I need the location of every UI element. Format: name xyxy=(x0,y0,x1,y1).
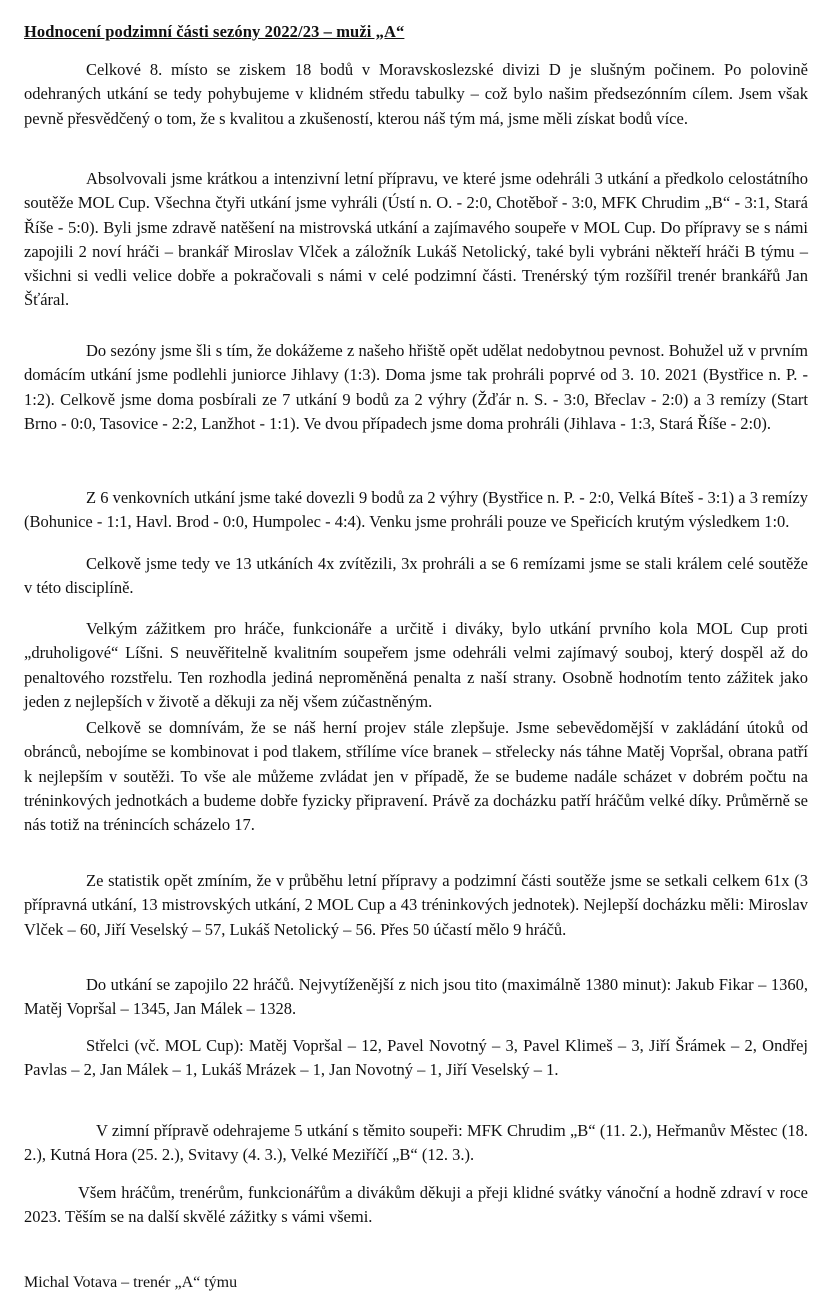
paragraph-season-total: Celkově jsme tedy ve 13 utkáních 4x zvítězili, 3x prohráli a se 6 remízami jsme se stali králem celé soutěže v této disciplíně. xyxy=(24,554,808,598)
paragraph-player-minutes: Do utkání se zapojilo 22 hráčů. Nejvytíženější z nich jsou tito (maximálně 1380 minut): Jakub Fikar – 1360, Matěj Vopršal – 1345, Jan Málek – 1328. xyxy=(24,975,808,1019)
paragraph-attendance-stats: Ze statistik opět zmíním, že v průběhu letní přípravy a podzimní části soutěže jsme se setkali celkem 61x (3 přípravná utkání, 13 mistrovských utkání, 2 MOL Cup a 43 tréninkových jednotek). Nejlepší docházku měli: Miroslav Vlček – 60, Jiří Veselský – 57, Lukáš Netolický – 56. Přes 50 účastí mělo 9 hráčů. xyxy=(24,871,808,939)
paragraph-scorers: Střelci (vč. MOL Cup): Matěj Vopršal – 12, Pavel Novotný – 3, Pavel Klimeš – 3, Jiří Šrámek – 2, Ondřej Pavlas – 2, Jan Málek – 1, Lukáš Mrázek – 1, Jan Novotný – 1, Jiří Veselský – 1. xyxy=(24,1036,808,1080)
paragraph-home-matches: Do sezóny jsme šli s tím, že dokážeme z našeho hřiště opět udělat nedobytnou pevnost. Bohužel už v prvním domácím utkání jsme podlehli juniorce Jihlavy (1:3). Doma jsme tak prohráli poprvé od 3. 10. 2021 (Bystřice n. P. - 1:2). Celkově jsme doma posbírali ze 7 utkání 9 bodů za 2 výhry (Žďár n. S. - 3:0, Břeclav - 2:0) a 3 remízy (Start Brno - 0:0, Tasovice - 2:2, Lanžhot - 1:1). Ve dvou případech jsme doma prohráli (Jihlava - 1:3, Stará Říše - 2:0). xyxy=(24,341,808,433)
signature: Michal Votava – trenér „A“ týmu xyxy=(24,1274,238,1291)
paragraph-closing-wishes: Všem hráčům, trenérům, funkcionářům a divákům děkuji a přeji klidné svátky vánoční a hodně zdraví v roce 2023. Těším se na další skvělé zážitky s vámi všemi. xyxy=(24,1183,808,1227)
paragraph-overall-placement: Celkové 8. místo se ziskem 18 bodů v Moravskoslezské divizi D je slušným počinem. Po polovině odehraných utkání se tedy pohybujeme v klidném středu tabulky – což bylo našim předsezónním cílem. Jsem však pevně přesvědčený o tom, že s kvalitou a zkušeností, kterou náš tým má, jsme měli získat bodů více. xyxy=(24,60,808,128)
paragraph-winter-preparation: V zimní přípravě odehrajeme 5 utkání s těmito soupeři: MFK Chrudim „B“ (11. 2.), Heřmanův Městec (18. 2.), Kutná Hora (25. 2.), Svitavy (4. 3.), Velké Meziříčí „B“ (12. 3.). xyxy=(24,1121,808,1165)
paragraph-away-matches: Z 6 venkovních utkání jsme také dovezli 9 bodů za 2 výhry (Bystřice n. P. - 2:0, Velká Bíteš - 3:1) a 3 remízy (Bohunice - 1:1, Havl. Brod - 0:0, Humpolec - 4:4). Venku jsme prohráli pouze ve Speřicích krutým výsledkem 1:0. xyxy=(24,488,808,532)
paragraph-team-performance: Celkově se domnívám, že se náš herní projev stále zlepšuje. Jsme sebevědomější v zakládání útoků od obránců, nebojíme se kombinovat i pod tlakem, střílíme více branek – střelecky nás táhne Matěj Vopršal, obrana patří k nejlepším v soutěži. To vše ale můžeme zvládat jen v případě, že se budeme nadále scházet v dobrém počtu na tréninkových jednotkách a budeme dobře fyzicky připravení. Právě za docházku patří hráčům velké díky. Průměrně se nás totiž na trénincích scházelo 17. xyxy=(24,718,808,835)
document-title: Hodnocení podzimní části sezóny 2022/23 – muži „A“ xyxy=(24,22,405,41)
paragraph-mol-cup: Velkým zážitkem pro hráče, funkcionáře a určitě i diváky, bylo utkání prvního kola MOL Cup proti „druholigové“ Líšni. S neuvěřitelně kvalitním soupeřem jsme odehráli velmi zajímavý souboj, který dospěl až do penaltového rozstřelu. Ten rozhodla jediná neproměněná penalta z naší strany. Osobně hodnotím tento zážitek jako jeden z nejlepších v životě a děkuji za něj všem zúčastněným. xyxy=(24,619,808,711)
paragraph-summer-preparation: Absolvovali jsme krátkou a intenzivní letní přípravu, ve které jsme odehráli 3 utkání a předkolo celostátního soutěže MOL Cup. Všechna čtyři utkání jsme vyhráli (Ústí n. O. - 2:0, Chotěboř - 3:0, MFK Chrudim „B“ - 3:1, Stará Říše - 5:0). Byli jsme zdravě natěšení na mistrovská utkání a zajímavého soupeře v MOL Cup. Do přípravy se s námi zapojili 2 noví hráči – brankář Miroslav Vlček a záložník Lukáš Netolický, také byli vybráni někteří hráči B týmu – všichni si vedli velice dobře a pokračovali s námi v celé podzimní části. Trenérský tým rozšířil trenér brankářů Jan Šťáral. xyxy=(24,169,808,310)
